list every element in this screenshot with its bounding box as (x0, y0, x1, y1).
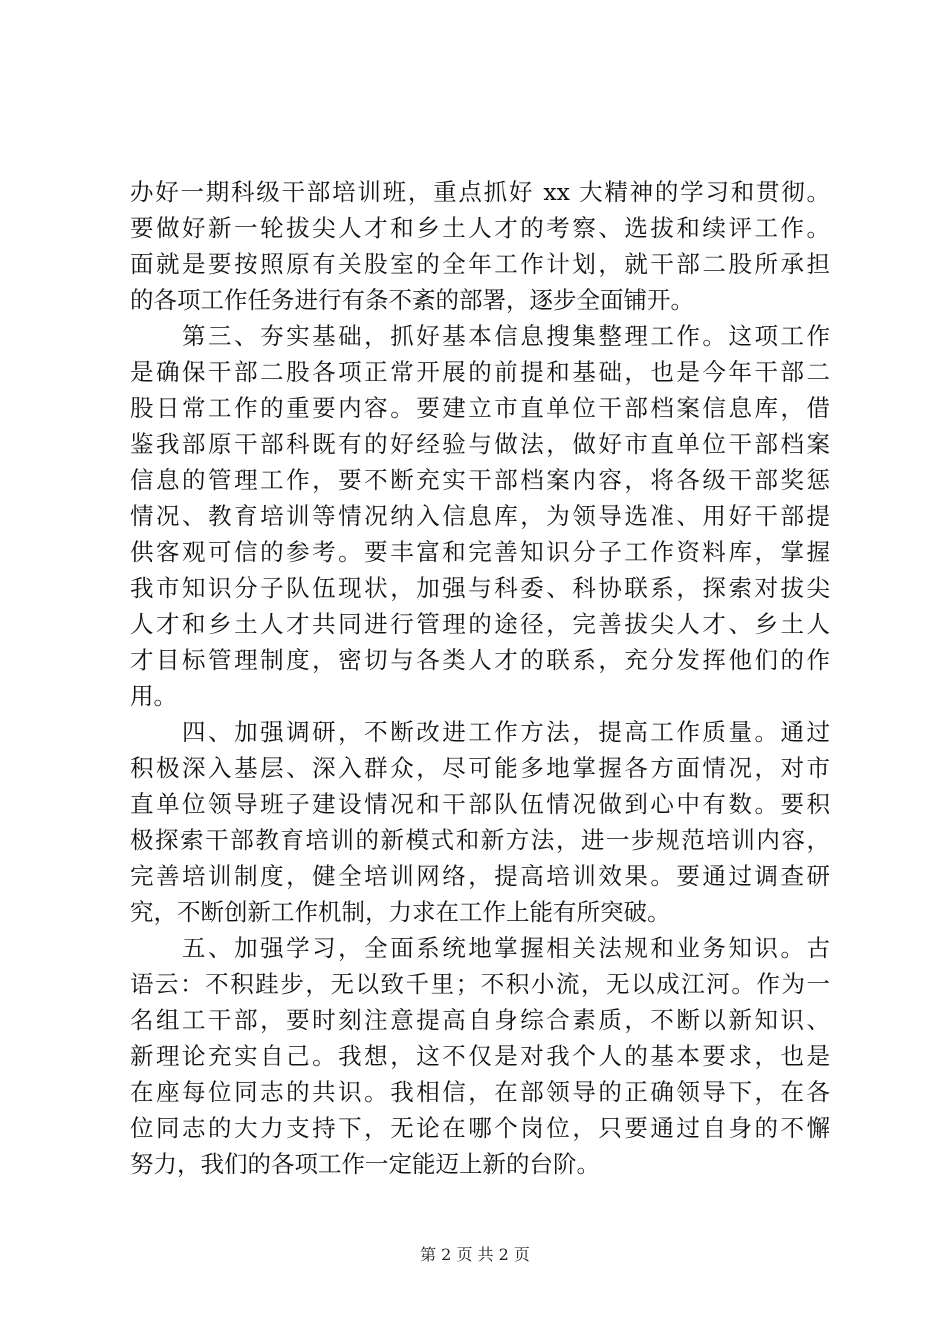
text-line: 要做好新一轮拔尖人才和乡土人才的考察、选拔和续评工作。 (130, 214, 830, 242)
text-line: 信息的管理工作，要不断充实干部档案内容，将各级干部奖惩 (130, 466, 830, 494)
body-text (130, 174, 830, 1182)
text-line: 语云：不积跬步，无以致千里；不积小流，无以成江河。作为一 (130, 970, 830, 998)
text-line: 究，不断创新工作机制，力求在工作上能有所突破。 (130, 898, 671, 926)
text-line: 才目标管理制度，密切与各类人才的联系，充分发挥他们的作 (130, 646, 830, 674)
text-line: 供客观可信的参考。要丰富和完善知识分子工作资料库，掌握 (130, 538, 830, 566)
text-line: 在座每位同志的共识。我相信，在部领导的正确领导下，在各 (130, 1078, 830, 1106)
text-line: 努力，我们的各项工作一定能迈上新的台阶。 (130, 1150, 600, 1178)
text-line: 是确保干部二股各项正常开展的前提和基础，也是今年干部二 (130, 358, 830, 386)
text-line: 极探索干部教育培训的新模式和新方法，进一步规范培训内容， (130, 826, 830, 854)
text-line: 位同志的大力支持下，无论在哪个岗位，只要通过自身的不懈 (130, 1114, 830, 1142)
text-line: 第三、夯实基础，抓好基本信息搜集整理工作。这项工作 (130, 322, 830, 350)
text-line: 五、加强学习，全面系统地掌握相关法规和业务知识。古 (130, 934, 830, 962)
text-line: 名组工干部，要时刻注意提高自身综合素质，不断以新知识、 (130, 1006, 830, 1034)
text-line: 情况、教育培训等情况纳入信息库，为领导选准、用好干部提 (130, 502, 830, 530)
text-line: 积极深入基层、深入群众，尽可能多地掌握各方面情况，对市 (130, 754, 830, 782)
text-line: 直单位领导班子建设情况和干部队伍情况做到心中有数。要积 (130, 790, 830, 818)
text-line: 鉴我部原干部科既有的好经验与做法，做好市直单位干部档案 (130, 430, 830, 458)
text-line: 办好一期科级干部培训班，重点抓好 xx 大精神的学习和贯彻。 (130, 178, 830, 206)
text-line: 面就是要按照原有关股室的全年工作计划，就干部二股所承担 (130, 250, 830, 278)
text-line: 股日常工作的重要内容。要建立市直单位干部档案信息库，借 (130, 394, 830, 422)
text-line: 人才和乡土人才共同进行管理的途径，完善拔尖人才、乡土人 (130, 610, 830, 638)
text-line: 完善培训制度，健全培训网络，提高培训效果。要通过调查研 (130, 862, 830, 890)
text-line: 新理论充实自己。我想，这不仅是对我个人的基本要求，也是 (130, 1042, 830, 1070)
page-footer: 第 2 页 共 2 页 (420, 1245, 530, 1264)
text-line: 的各项工作任务进行有条不紊的部署，逐步全面铺开。 (130, 286, 694, 314)
text-line: 用。 (130, 682, 177, 710)
text-line: 我市知识分子队伍现状，加强与科委、科协联系，探索对拔尖 (130, 574, 830, 602)
text-line: 四、加强调研，不断改进工作方法，提高工作质量。通过 (130, 718, 830, 746)
